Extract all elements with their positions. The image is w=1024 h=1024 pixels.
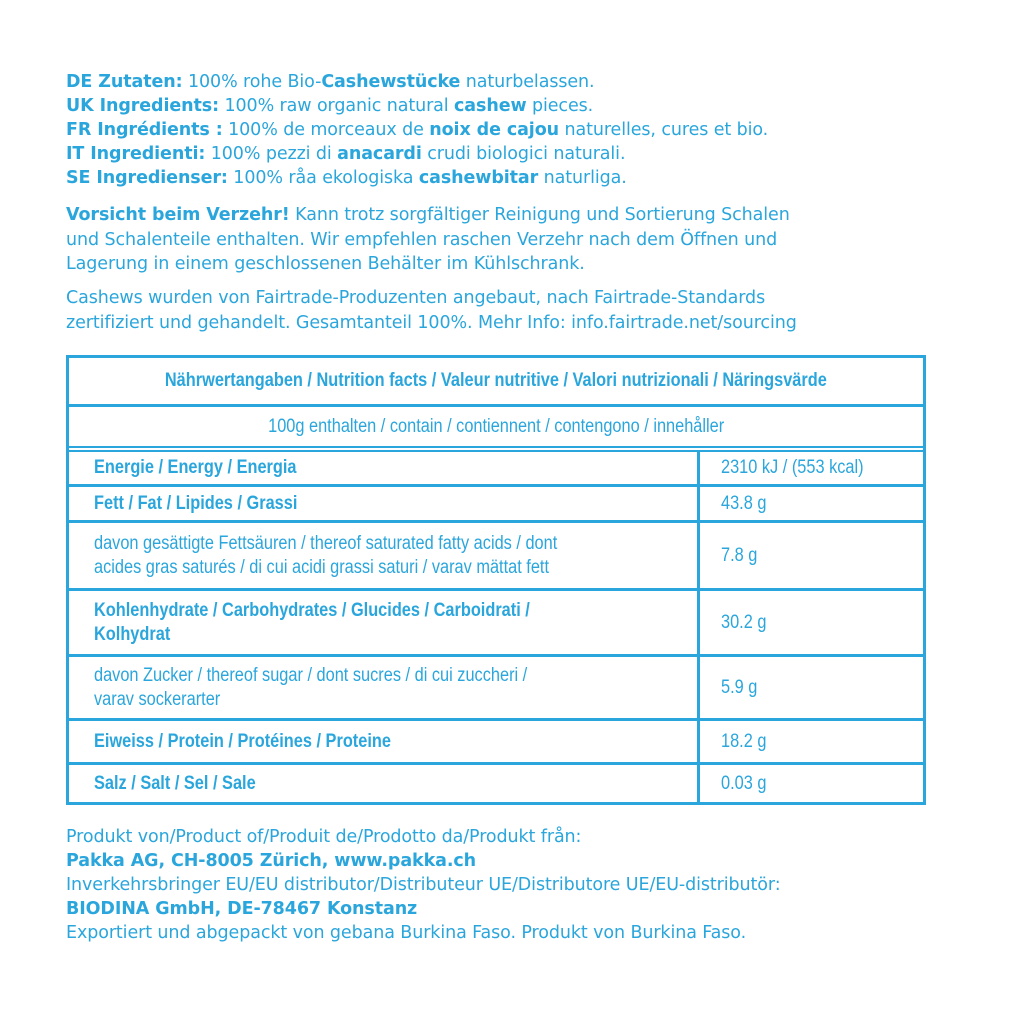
producer-info [66, 825, 781, 945]
nutrition-label-line-1: Kohlenhydrate / Carbohydrates / Glucides / Carboidrati / [94, 599, 530, 621]
ingredients-it-label: IT Ingredienti: [66, 144, 206, 164]
nutrition-row-saturated-fat [69, 520, 923, 588]
producer-label: Produkt von/Product of/Produit de/Prodotto da/Produkt från: [66, 827, 582, 847]
ingredients-fr-text-end: naturelles, cures et bio. [559, 120, 769, 140]
ingredients-uk-text: 100% raw organic natural [219, 96, 455, 116]
nutrition-row-salt [69, 762, 923, 802]
export-note: Exportiert und abgepackt von gebana Burkina Faso. Produkt von Burkina Faso. [66, 923, 747, 943]
consumption-warning [66, 203, 790, 277]
nutrition-label-line-2: Kolhydrat [94, 623, 171, 645]
nutrition-value: 18.2 g [721, 730, 767, 752]
ingredients-se [66, 166, 768, 190]
nutrition-label-line-1: davon Zucker / thereof sugar / dont sucres / di cui zuccheri / [94, 664, 528, 686]
warning-line-3: Lagerung in einem geschlossenen Behälter im Kühlschrank. [66, 254, 585, 274]
nutrition-value: 5.9 g [721, 676, 758, 698]
ingredients-se-label: SE Ingredienser: [66, 168, 228, 188]
ingredients-it-text-end: crudi biologici naturali. [421, 144, 626, 164]
fairtrade-line-1: Cashews wurden von Fairtrade-Produzenten angebaut, nach Fairtrade-Standards [66, 288, 766, 308]
ingredients-se-highlight: cashewbitar [418, 168, 539, 188]
warning-heading: Vorsicht beim Verzehr! [66, 205, 290, 225]
ingredients-de-text-end: naturbelassen. [460, 72, 595, 92]
nutrition-row-carbohydrates [69, 588, 923, 654]
distributor-name: BIODINA GmbH, DE-78467 Konstanz [66, 899, 418, 919]
nutrition-value: 30.2 g [721, 611, 767, 633]
ingredients-section [66, 70, 768, 190]
nutrition-subtitle: 100g enthalten / contain / contiennent / contengono / innehåller [267, 415, 725, 437]
warning-line-2: und Schalenteile enthalten. Wir empfehlen raschen Verzehr nach dem Öffnen und [66, 229, 778, 250]
ingredients-de-label: DE Zutaten: [66, 72, 183, 92]
ingredients-uk [66, 94, 768, 118]
distributor-label: Inverkehrsbringer EU/EU distributor/Distributeur UE/Distributore UE/EU-distributör: [66, 875, 781, 895]
producer-name: Pakka AG, CH-8005 Zürich, www.pakka.ch [66, 851, 477, 871]
nutrition-value: 0.03 g [721, 772, 767, 794]
warning-text-1: Kann trotz sorgfältiger Reinigung und Sortierung Schalen [289, 205, 790, 225]
warning-line-1 [66, 203, 790, 228]
ingredients-uk-label: UK Ingredients: [66, 96, 219, 116]
ingredients-de-text: 100% rohe Bio- [182, 72, 322, 92]
ingredients-se-text-end: naturliga. [538, 168, 627, 188]
fairtrade-line-2: zertifiziert und gehandelt. Gesamtanteil 100%. Mehr Info: info.fairtrade.net/sourcing [66, 312, 797, 333]
ingredients-uk-text-end: pieces. [526, 96, 594, 116]
nutrition-row-fat [69, 484, 923, 520]
ingredients-se-text: 100% råa ekologiska [227, 168, 419, 188]
nutrition-title: Nährwertangaben / Nutrition facts / Valeur nutritive / Valori nutrizionali / Näringsvärde [165, 370, 827, 391]
ingredients-it [66, 142, 768, 166]
nutrition-value: 43.8 g [721, 492, 767, 514]
nutrition-table [66, 355, 926, 805]
nutrition-label-line-1: davon gesättigte Fettsäuren / thereof saturated fatty acids / dont [94, 532, 558, 554]
ingredients-fr-highlight: noix de cajou [429, 120, 559, 140]
ingredients-fr-label: FR Ingrédients : [66, 120, 223, 140]
ingredients-fr-text: 100% de morceaux de [222, 120, 430, 140]
nutrition-row-energy [69, 446, 923, 484]
nutrition-title-row [69, 358, 923, 404]
nutrition-label: Salz / Salt / Sel / Sale [94, 772, 256, 794]
nutrition-row-protein [69, 718, 923, 762]
ingredients-fr [66, 118, 768, 142]
nutrition-row-sugar [69, 654, 923, 718]
ingredients-de-highlight: Cashewstücke [321, 72, 461, 92]
ingredients-de [66, 70, 768, 94]
fairtrade-note [66, 286, 797, 335]
nutrition-value: 7.8 g [721, 544, 758, 566]
nutrition-label: Energie / Energy / Energia [94, 457, 297, 478]
nutrition-label: Fett / Fat / Lipides / Grassi [94, 492, 298, 514]
nutrition-label-line-2: varav sockerarter [94, 688, 221, 710]
nutrition-value: 2310 kJ / (553 kcal) [721, 457, 864, 478]
ingredients-it-highlight: anacardi [337, 144, 422, 164]
ingredients-uk-highlight: cashew [454, 96, 527, 116]
nutrition-label-line-2: acides gras saturés / di cui acidi grassi saturi / varav mättat fett [94, 556, 549, 578]
nutrition-subtitle-row [69, 404, 923, 446]
nutrition-label: Eiweiss / Protein / Protéines / Proteine [94, 730, 391, 752]
ingredients-it-text: 100% pezzi di [205, 144, 338, 164]
